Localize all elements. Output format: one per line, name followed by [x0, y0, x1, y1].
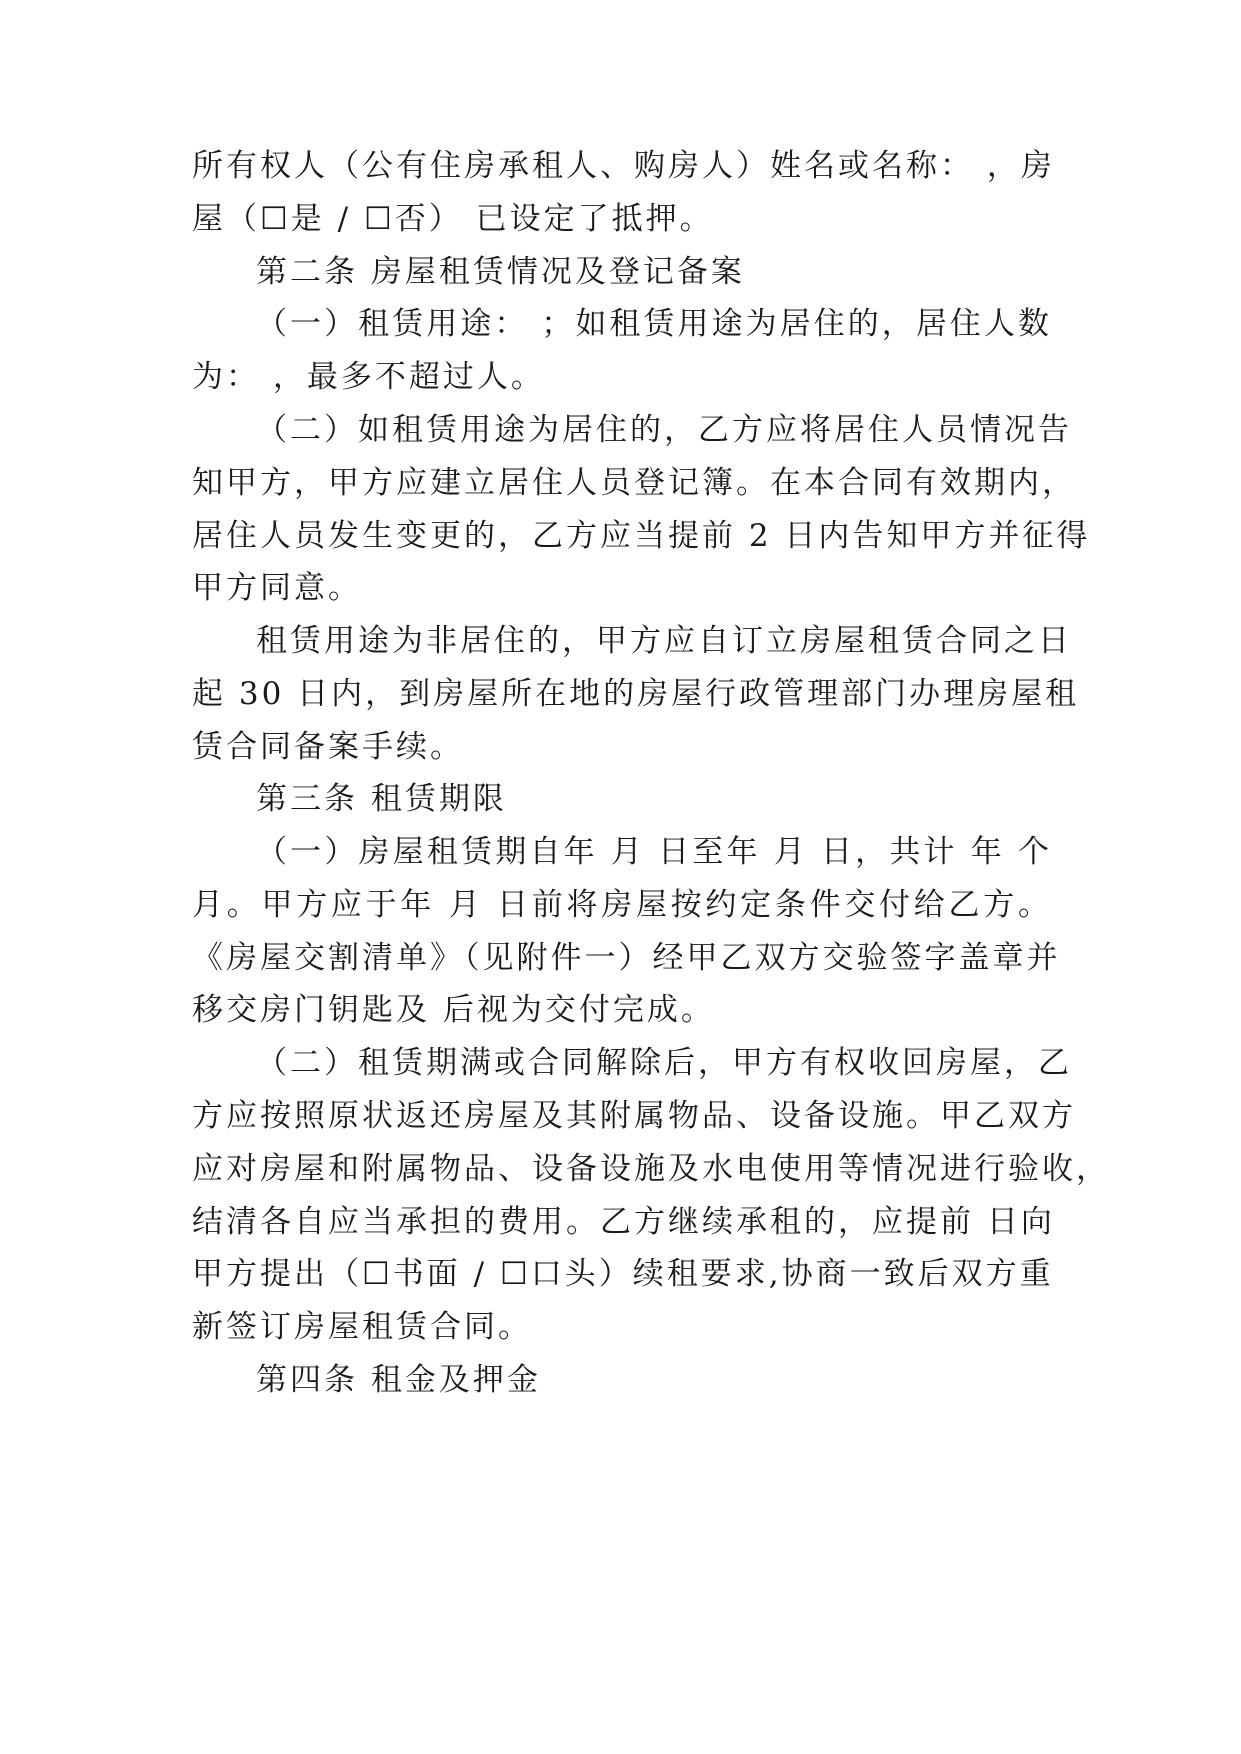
text-line: 甲方提出（☐书面 / ☐口头）续租要求,协商一致后双方重 [192, 1256, 1054, 1292]
text-line: 月。甲方应于年 月 日前将房屋按约定条件交付给乙方。 [192, 887, 1052, 923]
text-line: 结清各自应当承担的费用。乙方继续承租的，应提前 日向 [192, 1204, 1055, 1240]
text-line: （二）如租赁用途为居住的，乙方应将居住人员情况告 [256, 412, 1072, 448]
text-line: （一）租赁用途： ；如租赁用途为居住的，居住人数 [256, 306, 1052, 342]
text-line: 赁合同备案手续。 [192, 729, 464, 765]
text-line: 甲方同意。 [192, 570, 362, 606]
article-heading: 第三条 租赁期限 [256, 781, 507, 817]
text-line: 方应按照原状返还房屋及其附属物品、设备设施。甲乙双方 [192, 1098, 1076, 1134]
text-line: 为： ，最多不超过人。 [192, 359, 545, 395]
article-heading: 第二条 房屋租赁情况及登记备案 [256, 254, 745, 290]
text-line: （二）租赁期满或合同解除后，甲方有权收回房屋，乙 [256, 1045, 1072, 1081]
text-line: 起 30 日内，到房屋所在地的房屋行政管理部门办理房屋租 [192, 676, 1080, 712]
text-line: 应对房屋和附属物品、设备设施及水电使用等情况进行验收， [192, 1151, 1110, 1187]
text-line: （一）房屋租赁期自年 月 日至年 月 日，共计 年 个 [256, 834, 1052, 870]
text-line: 所有权人（公有住房承租人、购房人）姓名或名称： ，房 [192, 148, 1055, 184]
text-line: 知甲方，甲方应建立居住人员登记簿。在本合同有效期内， [192, 465, 1076, 501]
text-line: 《房屋交割清单》（见附件一）经甲乙双方交验签字盖章并 [192, 940, 1061, 976]
text-line: 租赁用途为非居住的，甲方应自订立房屋租赁合同之日 [256, 623, 1072, 659]
text-line: 屋（☐是 / ☐否） 已设定了抵押。 [192, 201, 714, 237]
text-line: 移交房门钥匙及 后视为交付完成。 [192, 992, 715, 1028]
text-line: 新签订房屋租赁合同。 [192, 1309, 532, 1345]
article-heading: 第四条 租金及押金 [256, 1362, 541, 1398]
text-line: 居住人员发生变更的，乙方应当提前 2 日内告知甲方并征得 [192, 518, 1091, 554]
